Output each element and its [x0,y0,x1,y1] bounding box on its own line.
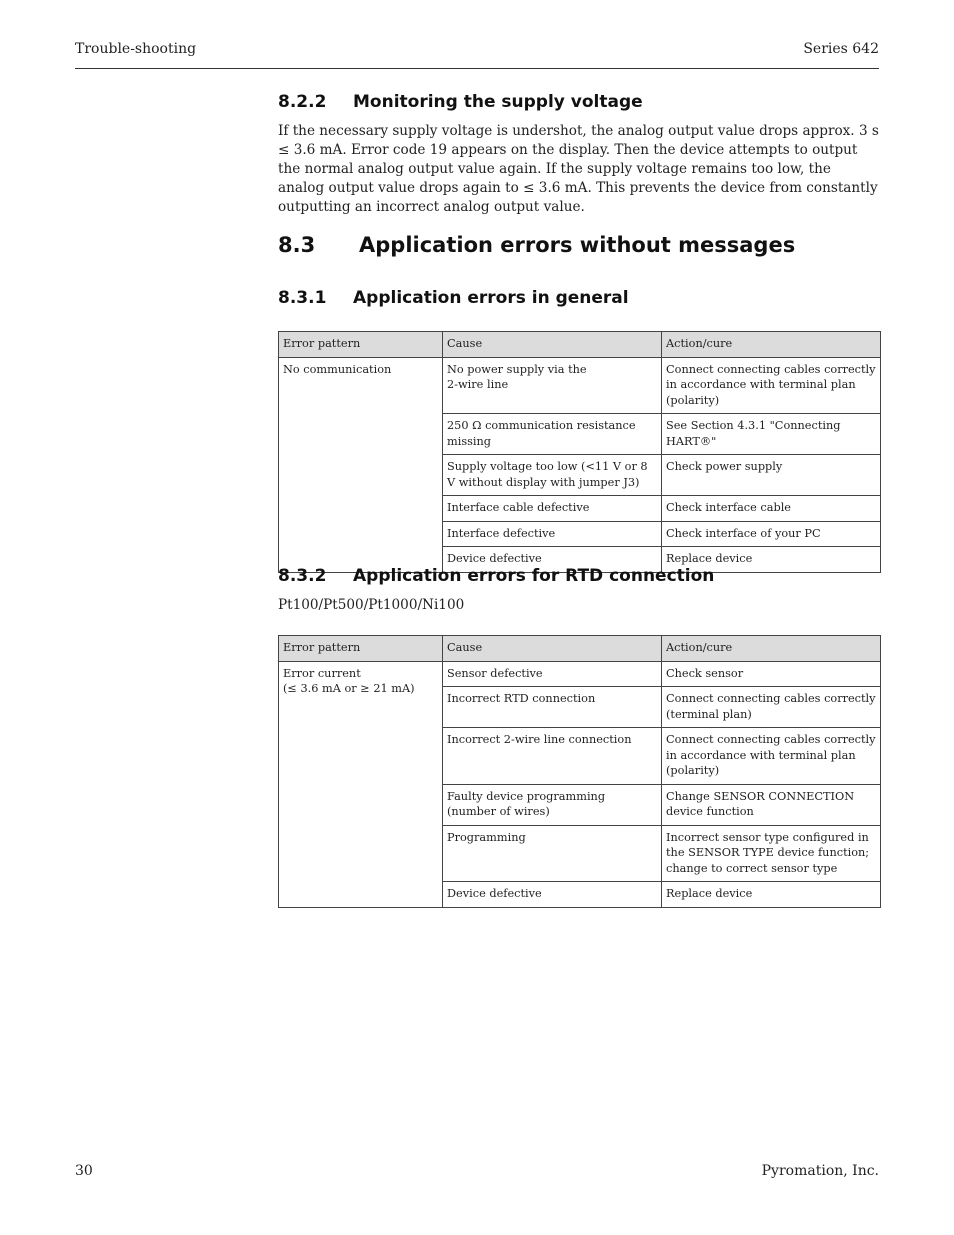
action-cell: Change SENSOR CONNECTION device function [662,784,881,825]
cause-cell: Supply voltage too low (<11 V or 8 V without display with jumper J3) [443,455,662,496]
column-header-error-pattern: Error pattern [279,332,443,358]
column-header-cause: Cause [443,636,662,662]
paragraph-supply-voltage: If the necessary supply voltage is undershot, the analog output value drops approx. 3 s ≤ 3.6 mA. Error code 19 appears on the display. Then the device attempts to output the normal analog output value again. If the supply voltage remains too low, the analog output value drops again to ≤ 3.6 mA. This prevents the device from constantly outputting an incorrect analog output value. [278,123,879,215]
action-cell: Check interface cable [662,496,881,522]
cause-cell: Incorrect RTD connection [443,687,662,728]
table-row [279,661,881,687]
cause-cell [443,357,662,414]
running-header-series: Series 642 [803,41,879,57]
action-cell: Connect connecting cables correctly in accordance with terminal plan (polarity) [662,357,881,414]
heading-number: 8.3.1 [278,288,327,308]
sensor-types-note: Pt100/Pt500/Pt1000/Ni100 [278,597,465,613]
cause-cell: Faulty device programming (number of wires) [443,784,662,825]
cause-cell: Device defective [443,882,662,908]
action-cell: Check interface of your PC [662,521,881,547]
column-header-cause: Cause [443,332,662,358]
column-header-error-pattern: Error pattern [279,636,443,662]
running-header-section: Trouble-shooting [75,41,197,57]
cause-cell: Programming [443,825,662,882]
heading-8-3-1 [278,288,629,308]
heading-number: 8.2.2 [278,92,327,112]
heading-number: 8.3.2 [278,566,327,586]
pattern-line: Error current [283,666,361,680]
heading-title: Application errors without messages [359,233,796,257]
action-cell: Replace device [662,547,881,573]
heading-8-3 [278,233,795,257]
column-header-action: Action/cure [662,636,881,662]
error-pattern-cell: No communication [279,357,443,572]
cause-cell: Interface defective [443,521,662,547]
heading-title: Application errors in general [353,288,629,308]
cause-cell: Incorrect 2-wire line connection [443,728,662,785]
table-row [279,357,881,414]
cause-cell: Device defective [443,547,662,573]
action-cell: Connect connecting cables correctly (terminal plan) [662,687,881,728]
table-rtd-errors [278,635,881,908]
error-pattern-cell [279,661,443,907]
action-cell: Replace device [662,882,881,908]
heading-title: Monitoring the supply voltage [353,92,643,112]
cause-cell: Interface cable defective [443,496,662,522]
page-number: 30 [75,1163,93,1179]
heading-8-2-2 [278,92,643,112]
action-cell: Incorrect sensor type configured in the SENSOR TYPE device function; change to correct sensor type [662,825,881,882]
cause-line: No power supply via the [447,362,587,376]
action-cell: See Section 4.3.1 "Connecting HART®" [662,414,881,455]
column-header-action: Action/cure [662,332,881,358]
table-header-row [279,636,881,662]
heading-number: 8.3 [278,233,316,257]
action-cell: Connect connecting cables correctly in accordance with terminal plan (polarity) [662,728,881,785]
action-cell: Check power supply [662,455,881,496]
heading-title: Application errors for RTD connection [353,566,715,586]
cause-cell: 250 Ω communication resistance missing [443,414,662,455]
action-cell: Check sensor [662,661,881,687]
cause-line: 2-wire line [447,378,509,391]
table-general-errors [278,331,881,573]
header-rule [75,68,879,69]
pattern-line: (≤ 3.6 mA or ≥ 21 mA) [283,682,415,695]
heading-8-3-2 [278,566,714,586]
publisher-name: Pyromation, Inc. [761,1163,879,1179]
table-header-row [279,332,881,358]
cause-cell: Sensor defective [443,661,662,687]
